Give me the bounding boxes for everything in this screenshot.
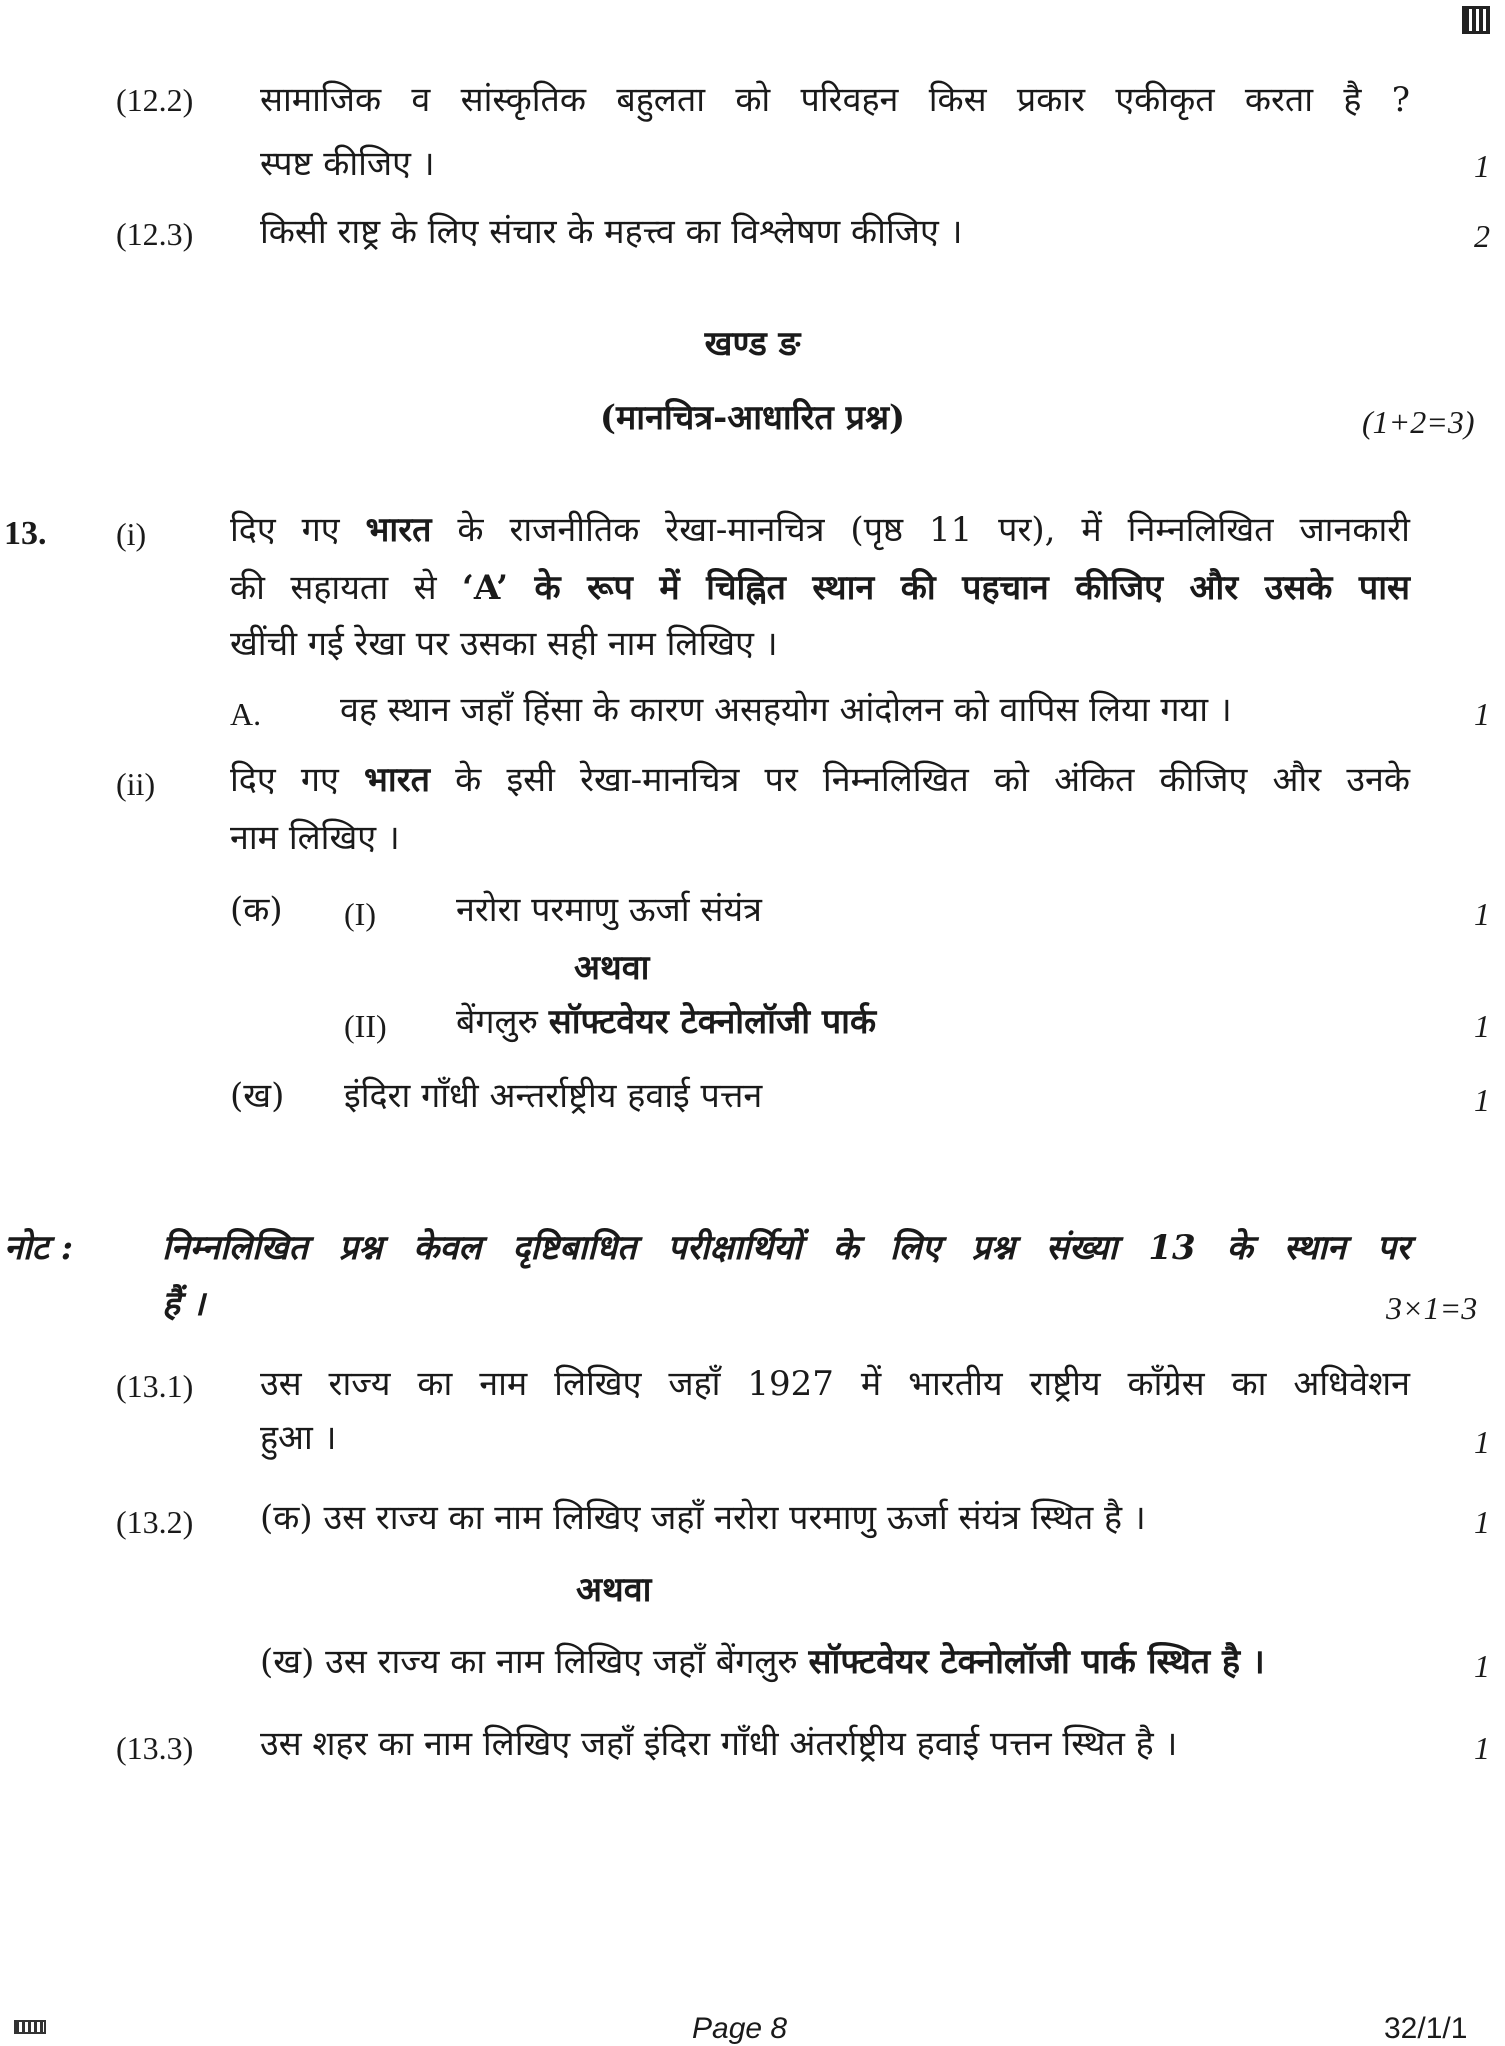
item-text: बेंगलुरु सॉफ्टवेयर टेक्नोलॉजी पार्क bbox=[456, 1002, 877, 1042]
item-text: इंदिरा गाँधी अन्तर्राष्ट्रीय हवाई पत्तन bbox=[344, 1076, 763, 1116]
item-label: A. bbox=[230, 696, 262, 732]
question-text: नाम लिखिए । bbox=[230, 818, 400, 858]
qr-code-icon bbox=[1462, 6, 1490, 34]
item-label: (I) bbox=[344, 896, 376, 932]
section-subtitle: (मानचित्र-आधारित प्रश्न) bbox=[599, 398, 906, 438]
page-number: Page 8 bbox=[692, 2012, 788, 2045]
marks: 1 bbox=[1474, 1424, 1490, 1460]
question-number: (13.2) bbox=[116, 1504, 194, 1540]
marks: 1 bbox=[1474, 1504, 1490, 1540]
question-number: 13. bbox=[4, 515, 47, 552]
question-text: दिए गए भारत के इसी रेखा-मानचित्र पर निम्नलिखित को अंकित कीजिए और उनके bbox=[230, 760, 1410, 800]
sub-question-label: (i) bbox=[116, 516, 147, 552]
sub-question-label: (ii) bbox=[116, 766, 156, 802]
note-text: निम्नलिखित प्रश्न केवल दृष्टिबाधित परीक्षार्थियों के लिए प्रश्न संख्या 13 के स्थान पर bbox=[162, 1228, 1410, 1268]
or-label: अथवा bbox=[574, 948, 650, 988]
section-marks: (1+2=3) bbox=[1362, 404, 1475, 440]
question-text: हुआ । bbox=[260, 1418, 337, 1458]
marks: 1 bbox=[1474, 1730, 1490, 1766]
item-label: (ख) bbox=[230, 1076, 285, 1116]
marks: 1 bbox=[1474, 896, 1490, 932]
note-text: हैं । bbox=[162, 1284, 205, 1324]
qr-code-icon bbox=[14, 2020, 46, 2034]
section-title: खण्ड ङ bbox=[704, 324, 801, 364]
marks: 2 bbox=[1474, 218, 1490, 254]
question-text: सामाजिक व सांस्कृतिक बहुलता को परिवहन किस प्रकार एकीकृत करता है ? bbox=[260, 80, 1410, 120]
marks: 1 bbox=[1474, 1008, 1490, 1044]
question-number: (13.3) bbox=[116, 1730, 194, 1766]
note-label: नोट : bbox=[4, 1228, 74, 1268]
question-text: की सहायता से ‘A’ के रूप में चिह्नित स्थान की पहचान कीजिए और उसके पास bbox=[230, 568, 1410, 608]
item-label: (क) bbox=[230, 890, 283, 930]
note-marks: 3×1=3 bbox=[1386, 1290, 1478, 1326]
marks: 1 bbox=[1474, 1082, 1490, 1118]
item-text: नरोरा परमाणु ऊर्जा संयंत्र bbox=[456, 890, 762, 930]
paper-code: 32/1/1 bbox=[1384, 2012, 1468, 2045]
item-text: वह स्थान जहाँ हिंसा के कारण असहयोग आंदोलन को वापिस लिया गया । bbox=[340, 690, 1232, 730]
question-text: खींची गई रेखा पर उसका सही नाम लिखिए । bbox=[230, 624, 778, 664]
question-text: स्पष्ट कीजिए । bbox=[260, 144, 435, 184]
question-number: (12.2) bbox=[116, 82, 194, 118]
or-label: अथवा bbox=[576, 1570, 652, 1610]
marks: 1 bbox=[1474, 148, 1490, 184]
question-number: (12.3) bbox=[116, 216, 194, 252]
question-text: (क) उस राज्य का नाम लिखिए जहाँ नरोरा परमाणु ऊर्जा संयंत्र स्थित है । bbox=[260, 1498, 1146, 1538]
question-number: (13.1) bbox=[116, 1368, 194, 1404]
question-text: (ख) उस राज्य का नाम लिखिए जहाँ बेंगलुरु सॉफ्टवेयर टेक्नोलॉजी पार्क स्थित है । bbox=[260, 1642, 1265, 1682]
question-text: किसी राष्ट्र के लिए संचार के महत्त्व का विश्लेषण कीजिए । bbox=[260, 212, 963, 252]
question-text: उस राज्य का नाम लिखिए जहाँ 1927 में भारतीय राष्ट्रीय काँग्रेस का अधिवेशन bbox=[260, 1364, 1410, 1404]
item-label: (II) bbox=[344, 1008, 387, 1044]
marks: 1 bbox=[1474, 696, 1490, 732]
question-text: दिए गए भारत के राजनीतिक रेखा-मानचित्र (पृष्ठ 11 पर), में निम्नलिखित जानकारी bbox=[230, 510, 1410, 550]
marks: 1 bbox=[1474, 1648, 1490, 1684]
question-text: उस शहर का नाम लिखिए जहाँ इंदिरा गाँधी अंतर्राष्ट्रीय हवाई पत्तन स्थित है । bbox=[260, 1724, 1178, 1764]
